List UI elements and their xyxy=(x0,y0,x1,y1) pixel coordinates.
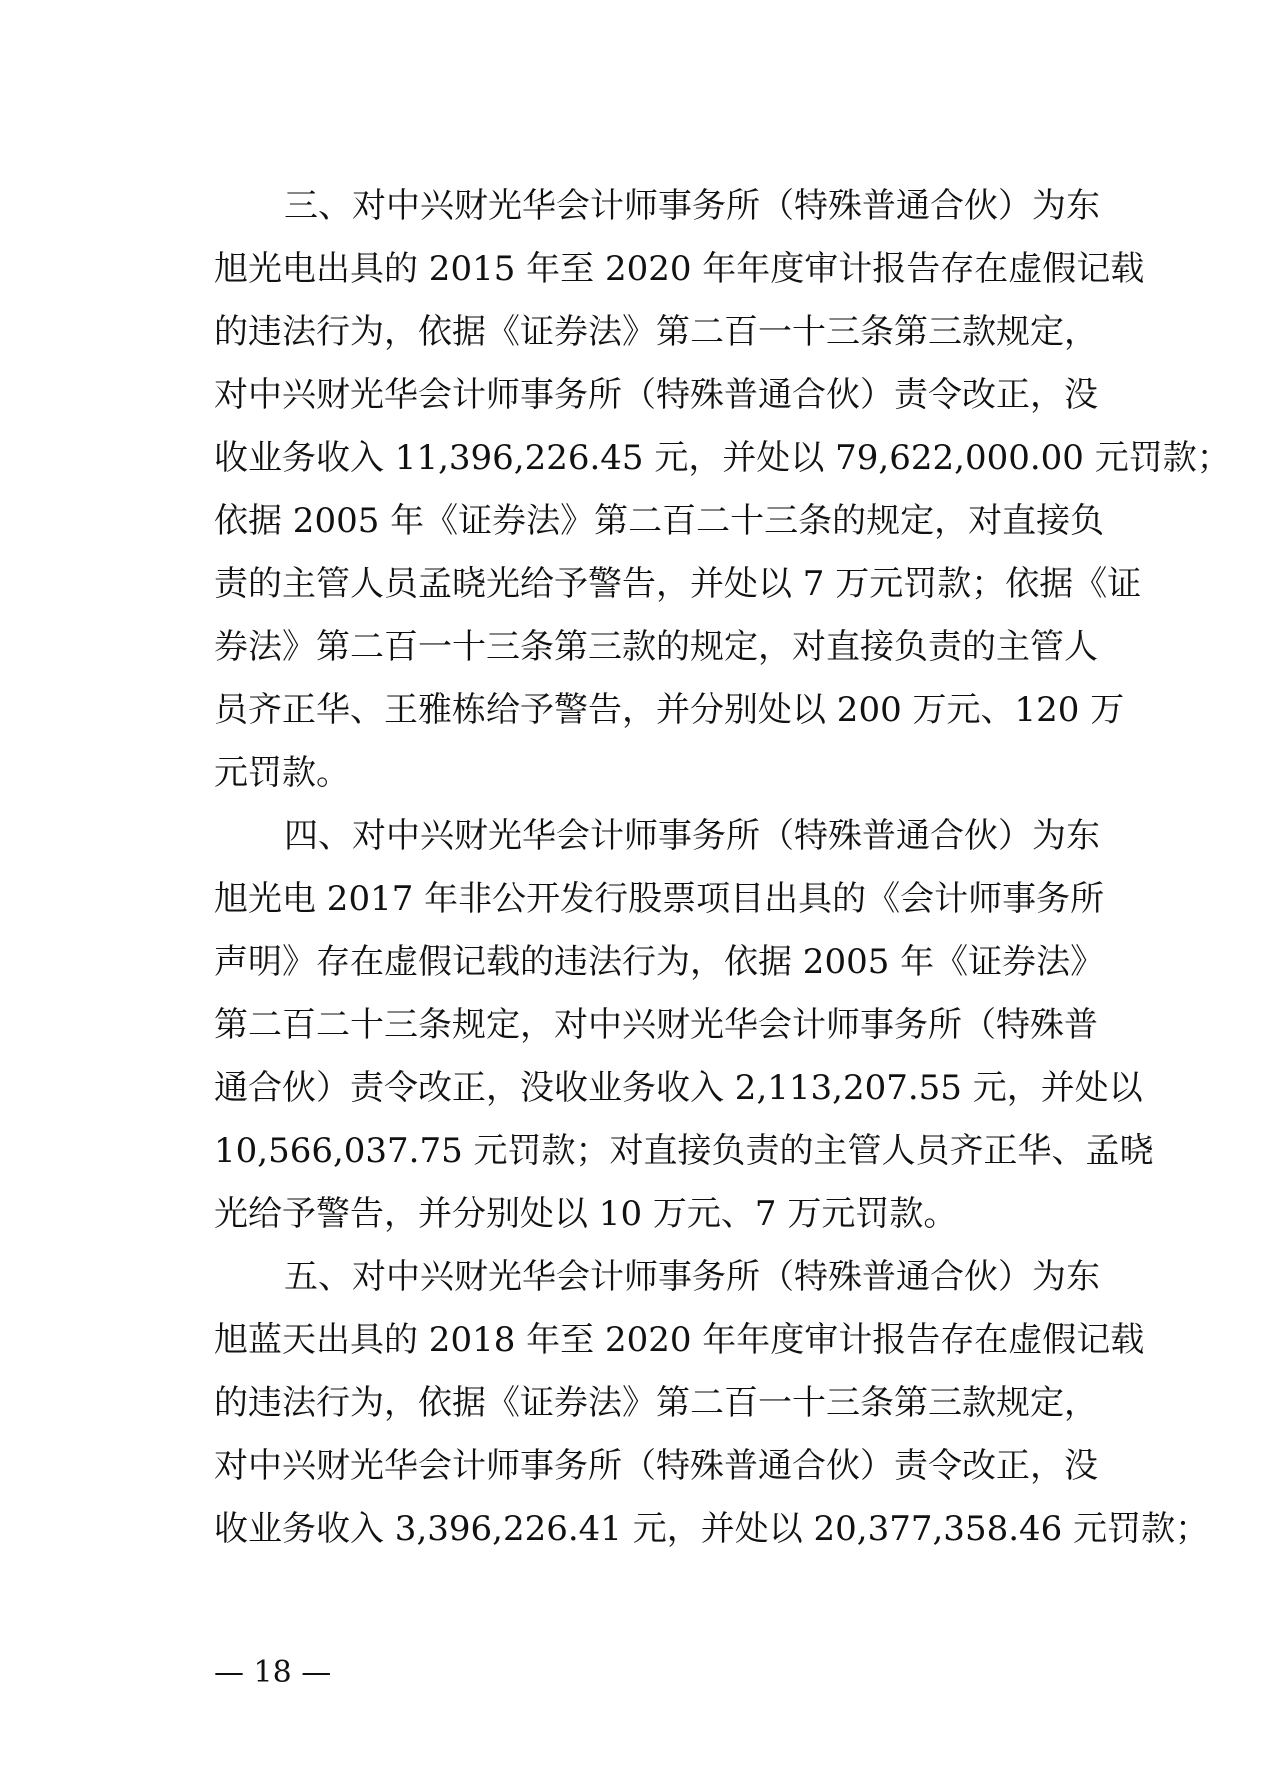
paragraph-4-line-5: 通合伙）责令改正，没收业务收入 2,113,207.55 元，并处以 xyxy=(214,1068,1143,1108)
paragraph-3-line-5: 收业务收入 11,396,226.45 元，并处以 79,622,000.00 元罚款； xyxy=(214,438,1231,478)
paragraph-4-line-1: 四、对中兴财光华会计师事务所（特殊普通合伙）为东 xyxy=(284,816,1100,856)
paragraph-5-line-5: 收业务收入 3,396,226.41 元，并处以 20,377,358.46 元罚款； xyxy=(214,1509,1210,1549)
paragraph-5-line-1: 五、对中兴财光华会计师事务所（特殊普通合伙）为东 xyxy=(284,1257,1100,1297)
paragraph-4-line-7: 光给予警告，并分别处以 10 万元、7 万元罚款。 xyxy=(214,1194,958,1234)
paragraph-4-line-6: 10,566,037.75 元罚款；对直接负责的主管人员齐正华、孟晓 xyxy=(214,1131,1154,1171)
paragraph-5-line-2: 旭蓝天出具的 2018 年至 2020 年年度审计报告存在虚假记载 xyxy=(214,1320,1145,1360)
paragraph-3-line-3: 的违法行为，依据《证券法》第二百一十三条第三款规定， xyxy=(214,312,1098,352)
paragraph-3-line-1: 三、对中兴财光华会计师事务所（特殊普通合伙）为东 xyxy=(284,186,1100,226)
paragraph-4-line-4: 第二百二十三条规定，对中兴财光华会计师事务所（特殊普 xyxy=(214,1005,1098,1045)
paragraph-5-line-3: 的违法行为，依据《证券法》第二百一十三条第三款规定， xyxy=(214,1383,1098,1423)
paragraph-3-line-4: 对中兴财光华会计师事务所（特殊普通合伙）责令改正，没 xyxy=(214,375,1098,415)
paragraph-3-line-2: 旭光电出具的 2015 年至 2020 年年度审计报告存在虚假记载 xyxy=(214,249,1145,289)
page-number: — 18 — xyxy=(214,1655,332,1690)
paragraph-3-line-6: 依据 2005 年《证券法》第二百二十三条的规定，对直接负 xyxy=(214,501,1105,541)
paragraph-4-line-3: 声明》存在虚假记载的违法行为，依据 2005 年《证券法》 xyxy=(214,942,1105,982)
paragraph-3-line-8: 券法》第二百一十三条第三款的规定，对直接负责的主管人 xyxy=(214,627,1098,667)
paragraph-3-line-10: 元罚款。 xyxy=(214,753,350,793)
paragraph-3-line-7: 责的主管人员孟晓光给予警告，并处以 7 万元罚款；依据《证 xyxy=(214,564,1142,604)
paragraph-4-line-2: 旭光电 2017 年非公开发行股票项目出具的《会计师事务所 xyxy=(214,879,1105,919)
paragraph-5-line-4: 对中兴财光华会计师事务所（特殊普通合伙）责令改正，没 xyxy=(214,1446,1098,1486)
paragraph-3-line-9: 员齐正华、王雅栋给予警告，并分别处以 200 万元、120 万 xyxy=(214,690,1125,730)
